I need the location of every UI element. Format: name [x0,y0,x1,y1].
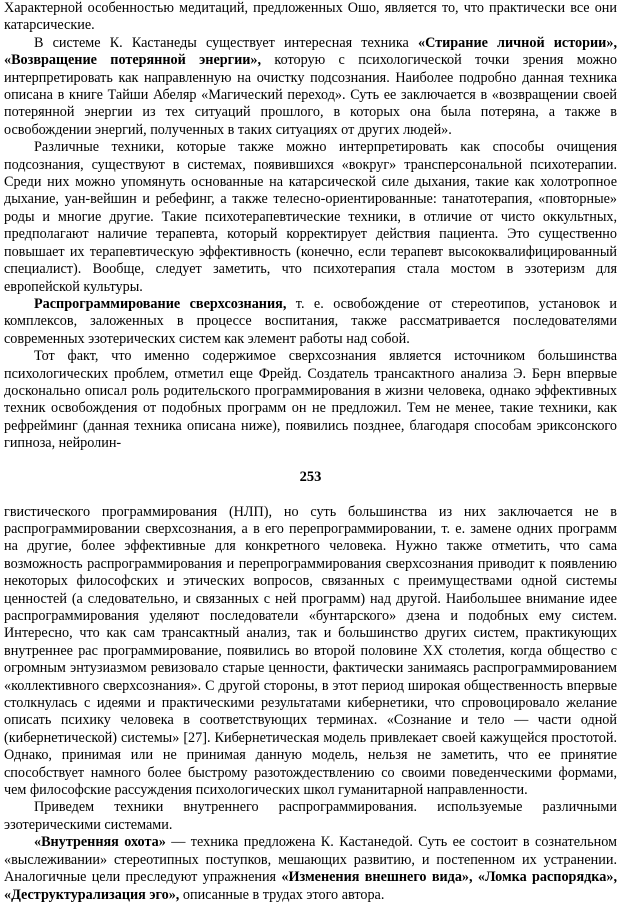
paragraph [4,799,617,834]
text-run: Различные техники, которые также можно интерпретировать как способы очищения подсознания, существуют в системах, появившихся «вокруг» трансперсональной психотерапии. Среди них можно упомянуть основанные на катарсической силе дыхания, такие как холотропное дыхание, уан-вейшин и ребефинг, а также телесно-ориентированные: танатотерапия, «повторные» роды и многие другие. Такие психотерапевтические техники, в отличие от чисто оккультных, предполагают наличие терапевта, который корректирует действия пациента. Это существенно повышает их терапевтическую эффективность (конечно, если терапевт высококвалифицированный специалист). Вообще, следует заметить, что психотерапия стала мостом в эзотеризм для европейской культуры. [4,139,617,295]
paragraph [4,35,617,139]
text-block-top [4,0,617,453]
text-block-bottom [4,504,617,904]
text-run: т. е. освобождение от стереотипов, установок и комплексов, заложенных в процессе воспитания, также рассматривается последователями современных эзотерических систем как элемент работы над собой. [4,295,617,347]
text-run: Тот факт, что именно содержимое сверхсознания является источником большинства психологических проблем, отметил еще Фрейд. Создатель трансактного анализа Э. Берн впервые досконально описал роль родительского программирования в жизни человека, однако эффективных техник освобождения от подобных программ он не предложил. Тем не менее, такие техники, как рефрейминг (данная техника описана ниже), появились позднее, благодаря способам эриксонского гипноза, нейролин- [4,348,617,452]
text-run: В системе К. Кастанеды существует интересная техника [34,34,418,51]
bold-term: Распрограммирование сверхсознания, [34,295,287,312]
bold-term: «Стирание личной истории», «Возвращение потерянной энергии», [4,34,617,69]
text-run: описанные в трудах этого автора. [179,886,385,903]
text-run: которую с психологической точки зрения можно интерпретировать как направленную на очистку подсознания. Наиболее подробно данная техника описана в книге Тайши Абеляр «Магический переход». Суть ее заключается в «возвращении своей потерянной энергии из тех ситуаций прошлого, в которых она была потеряна, а также в освобождении энергий, полученных в таких ситуациях от других людей». [4,52,617,138]
text-run: — техника предложена К. Кастанедой. Суть ее состоит в сознательном «выслеживании» стереотипных поступков, мешающих развитию, и постепенном их устранении. Аналогичные цели преследуют упражнения [4,834,617,886]
paragraph [4,504,617,800]
bold-term: «Внутренняя охота» [34,834,166,851]
paragraph [4,139,617,296]
paragraph [4,834,617,904]
page-number: 253 [299,468,322,485]
text-run: Характерной особенностью медитаций, предложенных Ошо, является то, что практически все они катарсические. [4,0,617,34]
paragraph [4,296,617,348]
paragraph [4,0,617,35]
text-run: гвистического программирования (НЛП), но суть большинства из них заключается не в распрограммировании сверхсознания, а в его перепрограммировании, т. е. замене одних программ на другие, более эффективные для конкретного человека. Нужно также отметить, что сама возможность распрограммирования и перепрограммирования сверхсознания приводит к появлению некоторых философских и этических вопросов, связанных с преимуществами одной системы ценностей (а следовательно, и связанных с ней программ) над другой. Наибольшее внимание идее распрограммирования уделяют последователи «бунтарского» дзена и подобных ему систем. Интересно, что как сам трансактный анализ, так и большинство других систем, практикующих внутреннее рас программирование, появились во второй половине XX столетия, когда общество с огромным энтузиазмом ревизовало старые ценности, фактически занимаясь распрограммированием «коллективного сверхсознания». С другой стороны, в этот период широкая общественность впервые столкнулась с идеями и практическими результатами кибернетики, что спровоцировало желание описать психику человека в соответствующих терминах. «Сознание и тело — части одной (кибернетической) системы» [27]. Кибернетическая модель привлекает своей кажущейся простотой. Однако, принимая или не принимая данную модель, нельзя не заметить, что ее принятие способствует намного более быстрому разотождествлению со своими поведенческими формами, чем философские рассуждения психологических школ гуманитарной направленности. [4,503,617,799]
bold-term: «Изменения внешнего вида», «Ломка распорядка», «Деструктурализация эго», [4,869,617,903]
text-run: Приведем техники внутреннего распрограммирования. используемые различными эзотерическими системами. [4,799,617,833]
paragraph [4,348,617,452]
